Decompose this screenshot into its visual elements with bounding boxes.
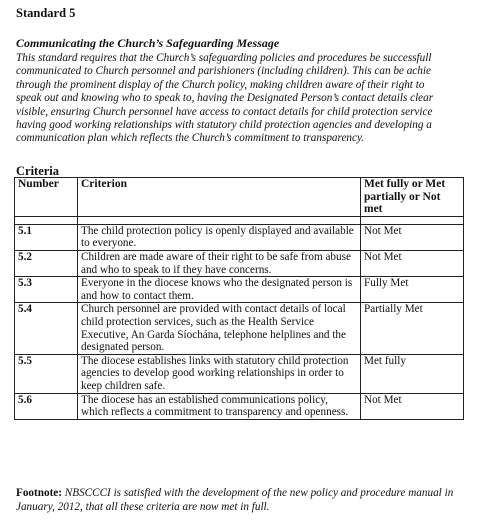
- table-spacer-row: [15, 216, 464, 224]
- criterion-status: Not Met: [361, 250, 464, 276]
- criterion-status: Partially Met: [361, 303, 464, 354]
- table-row: [15, 354, 464, 393]
- criterion-number: 5.5: [15, 354, 78, 393]
- criterion-status: Not Met: [361, 224, 464, 250]
- criterion-text: Children are made aware of their right to be safe from abuse and who to speak to if they have concerns.: [78, 250, 361, 276]
- description-line: having good working relationships with statutory child protection agencies and developing a: [16, 119, 432, 132]
- criterion-status: Not Met: [361, 393, 464, 419]
- criterion-number: 5.6: [15, 393, 78, 419]
- criterion-text: The diocese has an established communications policy, which reflects a commitment to transparency and openness.: [78, 393, 361, 419]
- footnote-text: NBSCCCI is satisfied with the development of the new policy and procedure manual in January, 2012, that all these criteria are now met in full.: [16, 487, 454, 513]
- criterion-status: Fully Met: [361, 277, 464, 303]
- spacer-cell: [361, 216, 464, 224]
- standard-title: Standard 5: [16, 6, 76, 20]
- criterion-number: 5.2: [15, 250, 78, 276]
- criterion-text: The child protection policy is openly displayed and available to everyone.: [78, 224, 361, 250]
- criterion-number: 5.4: [15, 303, 78, 354]
- criterion-number: 5.3: [15, 277, 78, 303]
- description-line: through the prominent display of the Church policy, making children aware of their right to: [16, 78, 425, 91]
- table-row: [15, 224, 464, 250]
- criterion-text: Everyone in the diocese knows who the designated person is and how to contact them.: [78, 277, 361, 303]
- footnote-label: Footnote:: [16, 487, 62, 499]
- header-status: Met fully or Met partially or Not met: [361, 178, 464, 217]
- header-criterion: Criterion: [78, 178, 361, 217]
- criterion-number: 5.1: [15, 224, 78, 250]
- description-line: communicated to Church personnel and parishioners (including children). This can be achie: [16, 65, 431, 78]
- table-row: [15, 303, 464, 354]
- table-row: [15, 250, 464, 276]
- criterion-text: The diocese establishes links with statutory child protection agencies to develop good working relationships in order to keep children safe.: [78, 354, 361, 393]
- criteria-heading: Criteria: [16, 164, 60, 178]
- standard-description: [16, 52, 486, 146]
- table-row: [15, 393, 464, 419]
- description-line: speak out and knowing who to speak to, having the Designated Person’s contact details clear: [16, 92, 434, 105]
- spacer-cell: [78, 216, 361, 224]
- description-line: visible, ensuring Church personnel have access to contact details for child protection service: [16, 105, 433, 118]
- description-line: This standard requires that the Church’s safeguarding policies and procedures be successfull: [16, 52, 432, 64]
- footnote: [16, 487, 481, 514]
- criterion-text: Church personnel are provided with contact details of local child protection services, such as the Health Service Executive, An Garda Síochána, telephone helplines and the designated person.: [78, 303, 361, 354]
- criterion-status: Met fully: [361, 354, 464, 393]
- criteria-table: [14, 177, 464, 420]
- standard-subtitle: Communicating the Church’s Safeguarding Message: [16, 36, 280, 50]
- table-header-row: [15, 178, 464, 217]
- description-line: communication plan which reflects the Church’s commitment to transparency.: [16, 132, 365, 145]
- table-row: [15, 277, 464, 303]
- header-number: Number: [15, 178, 78, 217]
- spacer-cell: [15, 216, 78, 224]
